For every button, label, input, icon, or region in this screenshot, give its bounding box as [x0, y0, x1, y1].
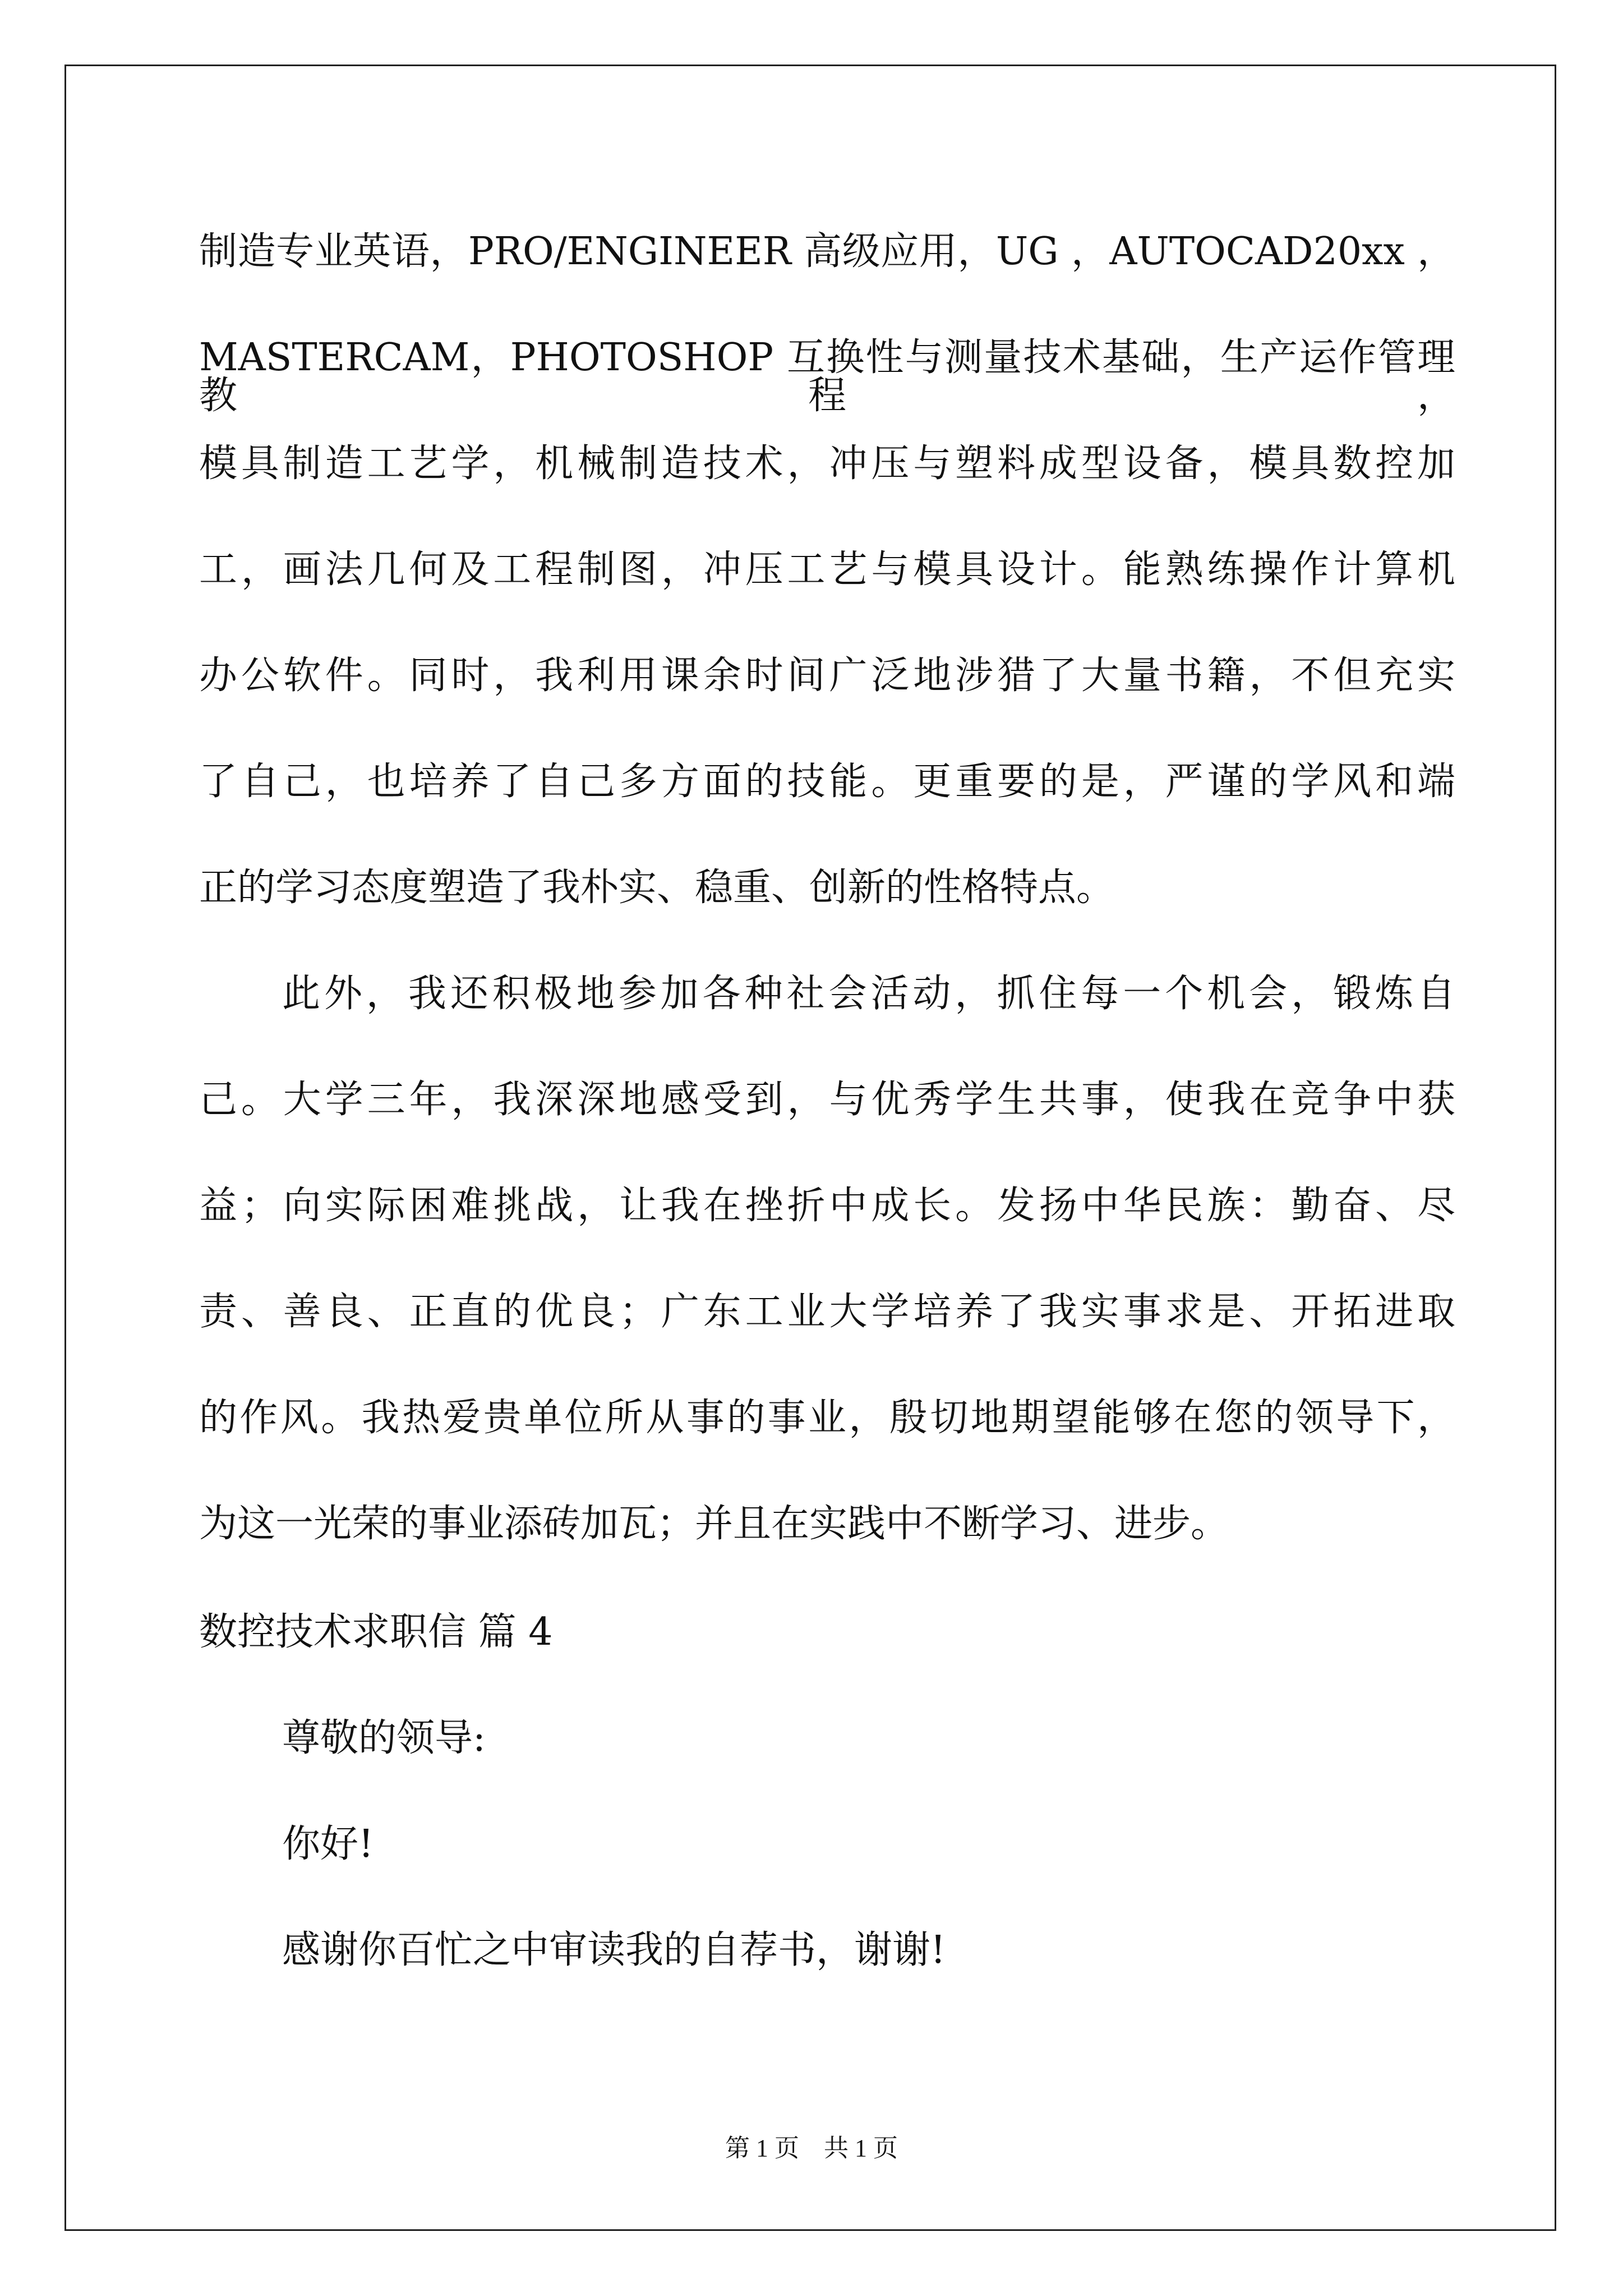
page-footer: 第 1 页 共 1 页 [725, 2134, 898, 2162]
body-line-2: MASTERCAM，PHOTOSHOP 互换性与测量技术基础，生产运作管理教程， [199, 335, 1455, 418]
thanks-line: 感谢你百忙之中审读我的自荐书，谢谢! [282, 1928, 946, 1972]
body-line-4: 工，画法几何及工程制图，冲压工艺与模具设计。能熟练操作计算机 [199, 547, 1455, 592]
section-heading: 数控技术求职信 篇 4 [199, 1610, 553, 1654]
salutation: 尊敬的领导: [282, 1716, 486, 1760]
paragraph-2-line-3: 益；向实际困难挑战，让我在挫折中成长。发扬中华民族：勤奋、尽 [199, 1184, 1455, 1228]
paragraph-2-line-1: 此外，我还积极地参加各种社会活动，抓住每一个机会，锻炼自 [282, 972, 1455, 1016]
paragraph-2-line-2: 己。大学三年，我深深地感受到，与优秀学生共事，使我在竞争中获 [199, 1078, 1455, 1122]
body-line-7: 正的学习态度塑造了我朴实、稳重、创新的性格特点。 [199, 866, 1115, 910]
body-line-1: 制造专业英语，PRO/ENGINEER 高级应用，UG ，AUTOCAD20xx ， [199, 229, 1455, 274]
greeting: 你好! [282, 1822, 374, 1866]
paragraph-2-line-4: 责、善良、正直的优良；广东工业大学培养了我实事求是、开拓进取 [199, 1290, 1455, 1334]
paragraph-2-line-6: 为这一光荣的事业添砖加瓦；并且在实践中不断学习、进步。 [199, 1502, 1229, 1546]
body-line-6: 了自己，也培养了自己多方面的技能。更重要的是，严谨的学风和端 [199, 760, 1455, 804]
body-line-5: 办公软件。同时，我利用课余时间广泛地涉猎了大量书籍，不但充实 [199, 654, 1455, 698]
paragraph-2-line-5: 的作风。我热爱贵单位所从事的事业，殷切地期望能够在您的领导下， [199, 1396, 1455, 1440]
body-line-3: 模具制造工艺学，机械制造技术，冲压与塑料成型设备，模具数控加 [199, 441, 1455, 486]
